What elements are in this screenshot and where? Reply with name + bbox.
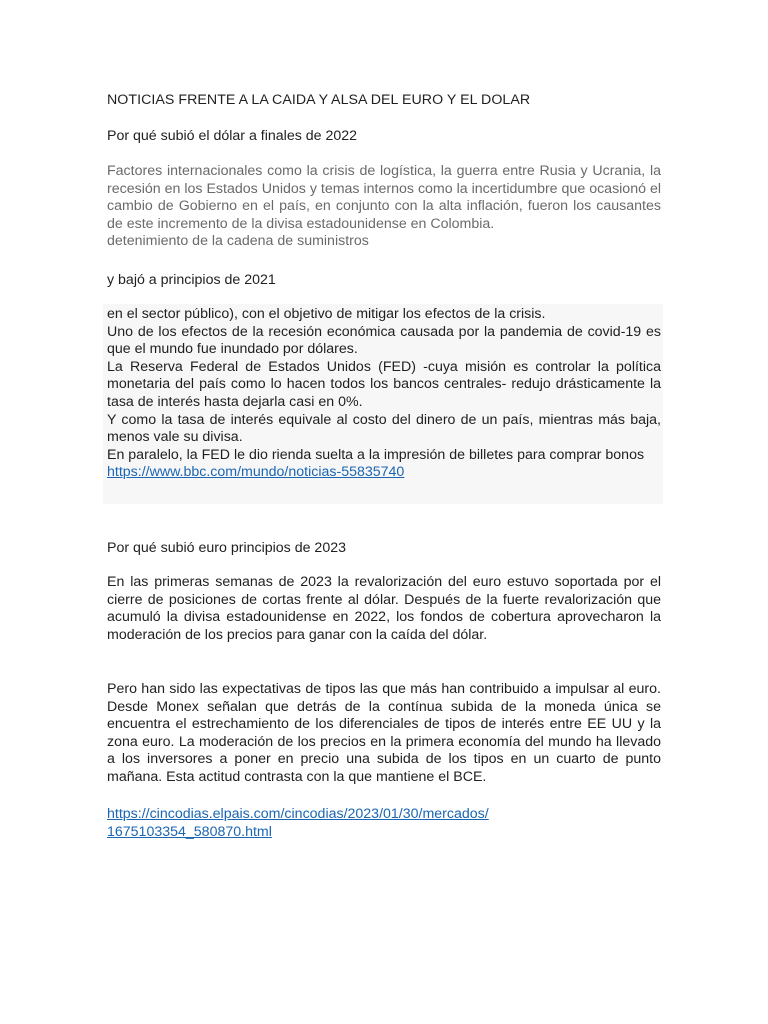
quote-line: En paralelo, la FED le dio rienda suelta a la impresión de billetes para comprar bonos — [107, 446, 645, 463]
section-question-euro-rise: Por qué subió euro principios de 2023 — [107, 540, 346, 556]
intro-line: detenimiento de la cadena de suministros — [107, 233, 369, 250]
euro-paragraph-2: Pero han sido las expectativas de tipos las que más han contribuido a impulsar al euro. Desde Monex señalan que detrás de la contínua subida de la moneda única se encuentra el estrechamiento de los diferenciales de tipos de interés entre EE UU y la zona euro. La moderación de los precios en la primera economía del mundo ha llevado a los inversores a poner en precio una subida de los tipos en un cuarto de punto mañana. Esta actitud contrasta con la que mantiene el BCE. — [107, 681, 661, 785]
document-title: NOTICIAS FRENTE A LA CAIDA Y ALSA DEL EURO Y EL DOLAR — [107, 92, 531, 108]
intro-paragraph — [107, 163, 661, 251]
quote-line: en el sector público), con el objetivo de mitigar los efectos de la crisis. — [107, 306, 546, 322]
euro-paragraph-1: En las primeras semanas de 2023 la revalorización del euro estuvo soportada por el cierre de posiciones de cortas frente al dólar. Después de la fuerte revalorización que acumuló la divisa estadounidense en 2022, los fondos de cobertura aprovecharon la moderación de los precios para ganar con la caída del dólar. — [107, 574, 661, 643]
cincodias-source-link-line-1[interactable]: https://cincodias.elpais.com/cincodias/2023/01/30/mercados/ — [107, 806, 489, 822]
quote-line: Uno de los efectos de la recesión económica causada por la pandemia de covid-19 es que el mundo fue inundado por dólares. — [107, 323, 661, 358]
quote-block — [107, 306, 661, 482]
section-question-dollar-fall: y bajó a principios de 2021 — [107, 272, 276, 288]
section-question-dollar-rise: Por qué subió el dólar a finales de 2022 — [107, 128, 358, 144]
quote-line: Y como la tasa de interés equivale al costo del dinero de un país, mientras más baja, menos vale su divisa. — [107, 411, 661, 446]
quote-line: La Reserva Federal de Estados Unidos (FED) -cuya misión es controlar la política monetaria del país como lo hacen todos los bancos centrales- redujo drásticamente la tasa de interés hasta dejarla casi en 0%. — [107, 358, 661, 410]
intro-line: Factores internacionales como la crisis de logística, la guerra entre Rusia y Ucrania, la recesión en los Estados Unidos y temas internos como la incertidumbre que ocasionó el cambio de Gobierno en el país, en conjunto con la alta inflación, fueron los causantes de este incremento de la divisa estadounidense en Colombia. — [107, 163, 661, 232]
cincodias-source-link-line-2[interactable]: 1675103354_580870.html — [107, 823, 272, 840]
cincodias-source-link-block — [107, 806, 661, 841]
bbc-source-link[interactable]: https://www.bbc.com/mundo/noticias-55835740 — [107, 464, 405, 481]
